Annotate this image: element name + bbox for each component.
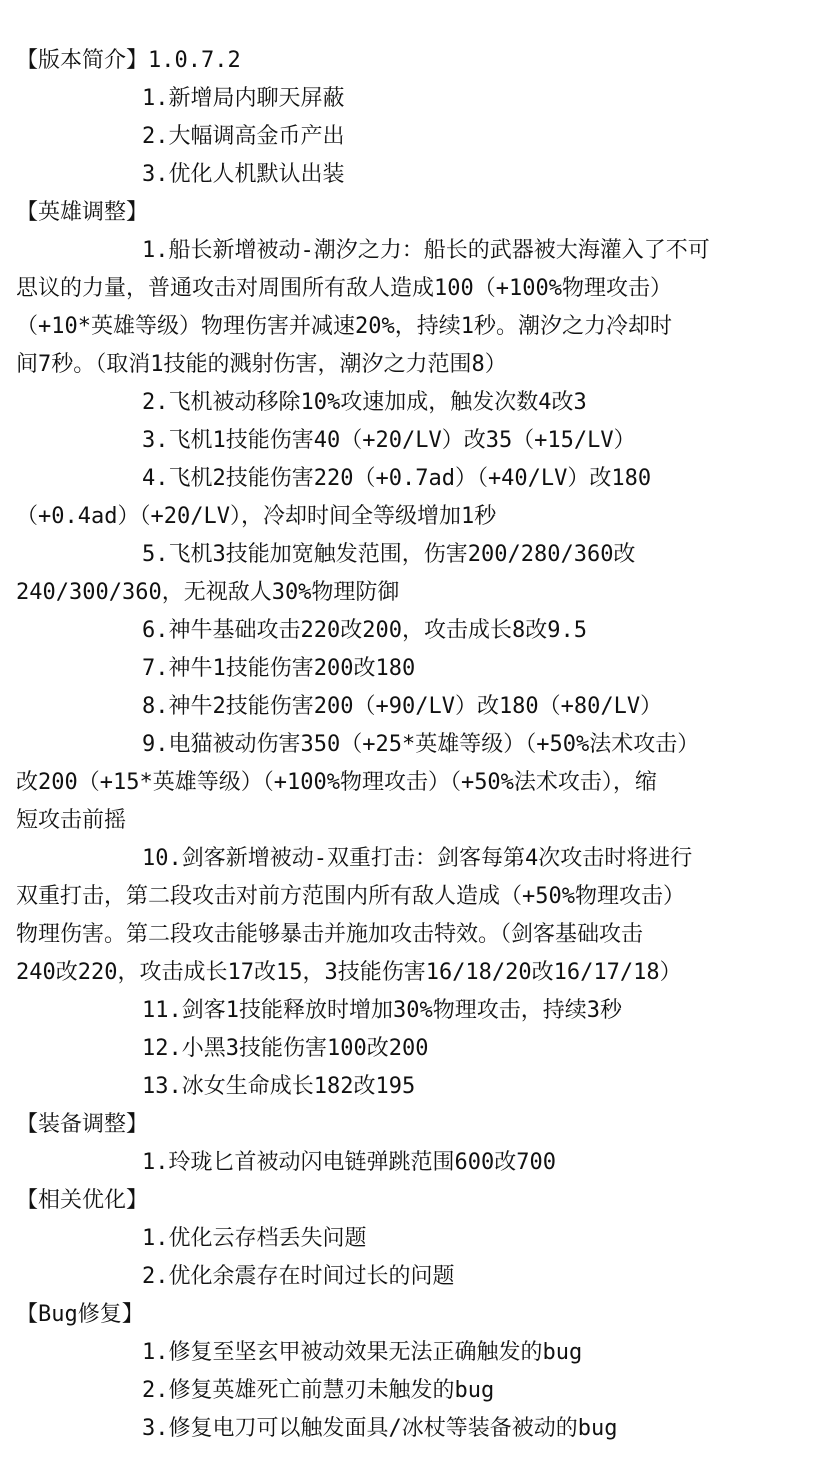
item-text-continuation: 双重打击，第二段攻击对前方范围内所有敌人造成（+50%物理攻击） xyxy=(16,884,685,909)
item-text: 2.优化余震存在时间过长的问题 xyxy=(142,1264,455,1289)
item-text: 6.神牛基础攻击220改200，攻击成长8改9.5 xyxy=(142,618,587,643)
item-text-continuation: 改200（+15*英雄等级）（+100%物理攻击）（+50%法术攻击），缩 xyxy=(16,770,657,795)
section-header: 【相关优化】 xyxy=(16,1188,149,1213)
list-item xyxy=(16,80,816,118)
list-item xyxy=(16,232,816,384)
list-item xyxy=(16,1410,816,1448)
list-item xyxy=(16,460,816,536)
item-text: 2.飞机被动移除10%攻速加成，触发次数4改3 xyxy=(142,390,587,415)
section-equipment-adjustments xyxy=(16,1106,816,1182)
item-text-continuation: 物理伤害。第二段攻击能够暴击并施加攻击特效。（剑客基础攻击 xyxy=(16,922,644,947)
item-text-continuation: 240改220，攻击成长17改15，3技能伤害16/18/20改16/17/18） xyxy=(16,960,682,985)
item-text: 8.神牛2技能伤害200（+90/LV）改180（+80/LV） xyxy=(142,694,663,719)
item-text: 2.大幅调高金币产出 xyxy=(142,124,345,149)
list-item xyxy=(16,1372,816,1410)
item-text-continuation: 240/300/360，无视敌人30%物理防御 xyxy=(16,580,400,605)
item-text: 1.修复至坚玄甲被动效果无法正确触发的bug xyxy=(142,1340,583,1365)
section-version-summary xyxy=(16,42,816,194)
list-item xyxy=(16,422,816,460)
list-item xyxy=(16,1258,816,1296)
list-item xyxy=(16,1220,816,1258)
list-item xyxy=(16,726,816,840)
section-header: 【装备调整】 xyxy=(16,1112,149,1137)
item-text: 4.飞机2技能伤害220（+0.7ad）（+40/LV）改180 xyxy=(142,466,652,491)
section-header: 【Bug修复】 xyxy=(16,1302,144,1327)
section-header: 【英雄调整】 xyxy=(16,200,149,225)
item-text: 1.船长新增被动-潮汐之力：船长的武器被大海灌入了不可 xyxy=(142,238,710,263)
list-item xyxy=(16,650,816,688)
list-item xyxy=(16,1144,816,1182)
section-hero-adjustments xyxy=(16,194,816,1106)
list-item xyxy=(16,612,816,650)
item-text: 11.剑客1技能释放时增加30%物理攻击，持续3秒 xyxy=(142,998,622,1023)
item-text-continuation: 间7秒。（取消1技能的溅射伤害，潮汐之力范围8） xyxy=(16,352,507,377)
list-item xyxy=(16,156,816,194)
item-text: 12.小黑3技能伤害100改200 xyxy=(142,1036,429,1061)
list-item xyxy=(16,840,816,992)
item-text: 7.神牛1技能伤害200改180 xyxy=(142,656,416,681)
list-item xyxy=(16,1334,816,1372)
item-text: 5.飞机3技能加宽触发范围，伤害200/280/360改 xyxy=(142,542,636,567)
item-text-continuation: 思议的力量，普通攻击对周围所有敌人造成100（+100%物理攻击） xyxy=(16,276,672,301)
item-text: 9.电猫被动伤害350（+25*英雄等级）（+50%法术攻击） xyxy=(142,732,700,757)
list-item xyxy=(16,992,816,1030)
item-text: 10.剑客新增被动-双重打击：剑客每第4次攻击时将进行 xyxy=(142,846,693,871)
item-text: 3.优化人机默认出装 xyxy=(142,162,345,187)
item-text-continuation: （+10*英雄等级）物理伤害并减速20%，持续1秒。潮汐之力冷却时 xyxy=(16,314,672,339)
list-item xyxy=(16,688,816,726)
item-text: 13.冰女生命成长182改195 xyxy=(142,1074,416,1099)
section-optimizations xyxy=(16,1182,816,1296)
item-text-continuation: 短攻击前摇 xyxy=(16,808,127,833)
item-text: 1.新增局内聊天屏蔽 xyxy=(142,86,345,111)
item-text: 3.修复电刀可以触发面具/冰杖等装备被动的bug xyxy=(142,1416,618,1441)
section-header: 【版本简介】1.0.7.2 xyxy=(16,48,241,73)
item-text: 1.玲珑匕首被动闪电链弹跳范围600改700 xyxy=(142,1150,556,1175)
item-text: 1.优化云存档丢失问题 xyxy=(142,1226,367,1251)
section-bug-fixes xyxy=(16,1296,816,1448)
patch-notes-document xyxy=(16,42,816,1448)
list-item xyxy=(16,536,816,612)
list-item xyxy=(16,1068,816,1106)
list-item xyxy=(16,1030,816,1068)
item-text-continuation: （+0.4ad）（+20/LV），冷却时间全等级增加1秒 xyxy=(16,504,497,529)
list-item xyxy=(16,118,816,156)
item-text: 3.飞机1技能伤害40（+20/LV）改35（+15/LV） xyxy=(142,428,636,453)
item-text: 2.修复英雄死亡前慧刃未触发的bug xyxy=(142,1378,495,1403)
list-item xyxy=(16,384,816,422)
